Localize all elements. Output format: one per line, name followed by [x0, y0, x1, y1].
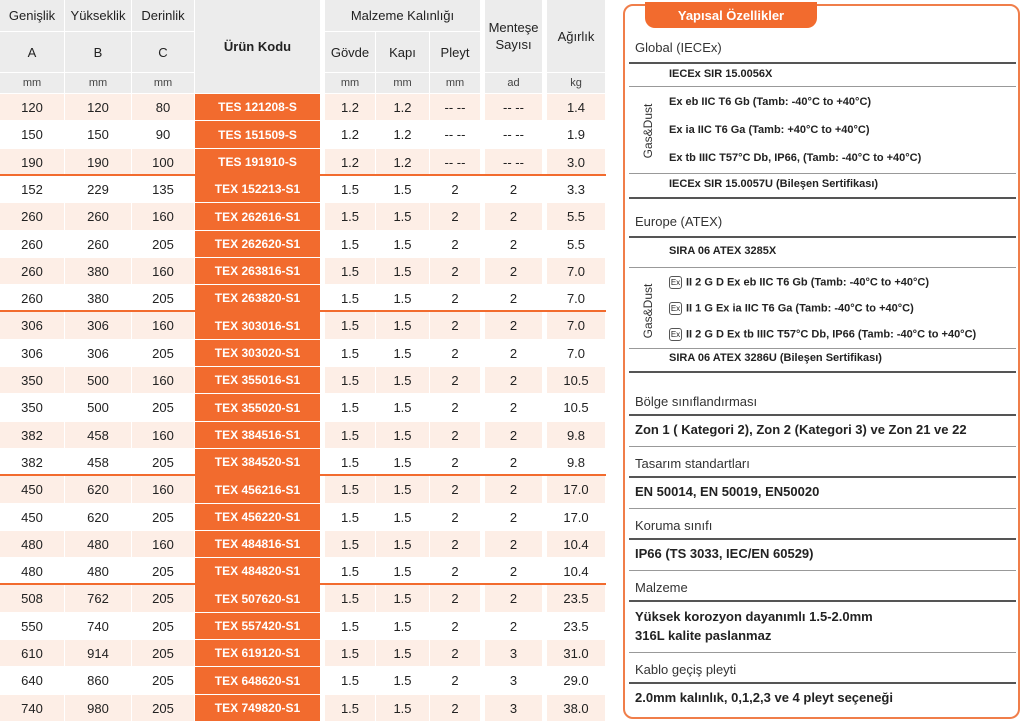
table-cell: 260 — [0, 231, 64, 257]
table-cell: 1.5 — [376, 231, 429, 257]
panel-title: Yapısal Özellikler — [645, 2, 817, 28]
table-cell: 2 — [485, 258, 542, 284]
product-code: TEX 557420-S1 — [195, 613, 320, 639]
header-unit-mm: mm — [376, 73, 429, 93]
product-code: TEX 355016-S1 — [195, 367, 320, 393]
cable-label: Kablo geçiş pleyti — [635, 662, 737, 677]
table-cell: 7.0 — [547, 340, 605, 366]
table-cell: 980 — [65, 695, 131, 721]
table-cell: 10.5 — [547, 367, 605, 393]
divider — [629, 652, 1016, 653]
table-cell: 135 — [132, 176, 194, 202]
table-cell: 1.5 — [376, 558, 429, 584]
zone-value: Zon 1 ( Kategori 2), Zon 2 (Kategori 3) ve Zon 21 ve 22 — [635, 422, 967, 437]
header-c: C — [132, 32, 194, 72]
table-cell: 2 — [430, 640, 480, 666]
table-cell: 1.5 — [376, 504, 429, 530]
product-code: TEX 263820-S1 — [195, 285, 320, 311]
header-unit-kg: kg — [547, 73, 605, 93]
divider — [629, 446, 1016, 447]
header-b: B — [65, 32, 131, 72]
table-cell: 1.5 — [376, 476, 429, 503]
table-cell: 1.5 — [325, 176, 375, 202]
divider — [629, 197, 1016, 199]
table-cell: 1.5 — [325, 340, 375, 366]
table-cell: 260 — [0, 203, 64, 230]
header-material: Malzeme Kalınlığı — [325, 0, 480, 31]
divider — [629, 371, 1016, 373]
table-cell: 10.4 — [547, 531, 605, 557]
table-cell: 160 — [132, 312, 194, 339]
table-cell: 1.5 — [376, 340, 429, 366]
table-cell: 5.5 — [547, 203, 605, 230]
table-cell: 152 — [0, 176, 64, 202]
table-cell: 9.8 — [547, 422, 605, 448]
table-cell: 2 — [430, 695, 480, 721]
table-cell: 306 — [0, 340, 64, 366]
table-cell: 1.5 — [376, 312, 429, 339]
table-cell: 1.2 — [325, 149, 375, 175]
table-cell: 260 — [65, 231, 131, 257]
table-cell: 1.2 — [325, 94, 375, 120]
table-cell: 2 — [430, 613, 480, 639]
table-cell: 2 — [485, 231, 542, 257]
divider — [629, 236, 1016, 238]
header-a: A — [0, 32, 64, 72]
table-cell: 2 — [430, 476, 480, 503]
table-cell: 150 — [65, 121, 131, 148]
table-cell: 2 — [485, 531, 542, 557]
table-cell: 205 — [132, 613, 194, 639]
table-cell: 205 — [132, 285, 194, 311]
table-cell: 1.5 — [325, 476, 375, 503]
atex-line-2: Ex II 1 G Ex ia IIC T6 Ga (Tamb: -40°C to +40°C) — [670, 302, 914, 315]
table-cell: 1.5 — [376, 367, 429, 393]
table-cell: 2 — [430, 531, 480, 557]
table-cell: 1.5 — [376, 285, 429, 311]
table-cell: 160 — [132, 531, 194, 557]
product-code: TEX 648620-S1 — [195, 667, 320, 694]
table-cell: 1.5 — [325, 422, 375, 448]
table-cell: 1.5 — [376, 613, 429, 639]
design-label: Tasarım standartları — [635, 456, 750, 471]
table-cell: 350 — [0, 367, 64, 393]
table-cell: 3.0 — [547, 149, 605, 175]
table-cell: 1.5 — [376, 667, 429, 694]
table-cell: 500 — [65, 367, 131, 393]
divider — [629, 508, 1016, 509]
table-cell: 3 — [485, 667, 542, 694]
table-cell: 306 — [65, 312, 131, 339]
table-cell: 458 — [65, 422, 131, 448]
table-cell: 2 — [485, 312, 542, 339]
table-cell: 306 — [65, 340, 131, 366]
material-value-2: 316L kalite paslanmaz — [635, 628, 772, 643]
table-cell: 2 — [430, 422, 480, 448]
table-cell: 23.5 — [547, 585, 605, 612]
table-cell: 458 — [65, 449, 131, 475]
atex-line-3: Ex II 2 G D Ex tb IIIC T57°C Db, IP66 (Tamb: -40°C to +40°C) — [670, 328, 977, 341]
gasdust-label: Gas&Dust — [641, 103, 655, 159]
table-cell: 382 — [0, 422, 64, 448]
group-separator — [0, 310, 606, 312]
header-unit-ad: ad — [485, 73, 542, 93]
table-cell: 2 — [430, 558, 480, 584]
protection-value: IP66 (TS 3033, IEC/EN 60529) — [635, 546, 814, 561]
ex-mark-icon: Ex — [670, 330, 681, 339]
table-cell: 9.8 — [547, 449, 605, 475]
header-depth: Derinlik — [132, 0, 194, 31]
table-cell: 120 — [0, 94, 64, 120]
table-cell: 1.9 — [547, 121, 605, 148]
table-cell: 1.5 — [376, 203, 429, 230]
header-unit-mm: mm — [132, 73, 194, 93]
table-cell: 350 — [0, 394, 64, 421]
atex-line-1: Ex II 2 G D Ex eb IIC T6 Gb (Tamb: -40°C to +40°C) — [670, 276, 929, 289]
table-cell: 508 — [0, 585, 64, 612]
divider — [629, 570, 1016, 571]
table-cell: 260 — [65, 203, 131, 230]
table-cell: 205 — [132, 394, 194, 421]
table-cell: 31.0 — [547, 640, 605, 666]
header-unit-mm: mm — [0, 73, 64, 93]
product-code: TEX 355020-S1 — [195, 394, 320, 421]
header-door: Kapı — [376, 32, 429, 72]
table-cell: 205 — [132, 231, 194, 257]
table-cell: 1.5 — [325, 367, 375, 393]
group-separator — [0, 474, 606, 476]
product-code: TEX 152213-S1 — [195, 176, 320, 202]
product-code: TEX 384516-S1 — [195, 422, 320, 448]
table-cell: 2 — [485, 558, 542, 584]
product-code: TEX 303020-S1 — [195, 340, 320, 366]
europe-label: Europe (ATEX) — [635, 214, 723, 229]
table-cell: 2 — [485, 476, 542, 503]
table-cell: 860 — [65, 667, 131, 694]
divider — [629, 348, 1016, 349]
header-unit-mm: mm — [325, 73, 375, 93]
zone-label: Bölge sınıflandırması — [635, 394, 758, 409]
table-cell: 1.5 — [325, 258, 375, 284]
table-cell: 2 — [485, 504, 542, 530]
header-width: Genişlik — [0, 0, 64, 31]
header-unit-mm: mm — [65, 73, 131, 93]
table-cell: 480 — [65, 531, 131, 557]
table-cell: 3 — [485, 695, 542, 721]
divider — [629, 173, 1016, 174]
table-cell: 2 — [430, 176, 480, 202]
table-cell: 1.5 — [376, 585, 429, 612]
table-cell: 1.5 — [325, 203, 375, 230]
gasdust-label-atex: Gas&Dust — [641, 283, 655, 339]
table-cell: 1.2 — [325, 121, 375, 148]
design-value: EN 50014, EN 50019, EN50020 — [635, 484, 820, 499]
ex-mark-icon: Ex — [670, 278, 681, 287]
ex-mark-icon: Ex — [670, 304, 681, 313]
table-cell: 160 — [132, 422, 194, 448]
table-cell: 2 — [485, 285, 542, 311]
table-cell: 2 — [430, 585, 480, 612]
product-code: TEX 456220-S1 — [195, 504, 320, 530]
table-cell: 480 — [0, 558, 64, 584]
table-cell: 1.2 — [376, 149, 429, 175]
table-cell: 160 — [132, 476, 194, 503]
table-cell: 205 — [132, 504, 194, 530]
atex-cert: SIRA 06 ATEX 3285X — [669, 245, 777, 257]
global-label: Global (IECEx) — [635, 40, 722, 55]
table-cell: 450 — [0, 504, 64, 530]
table-cell: 3.3 — [547, 176, 605, 202]
table-cell: 450 — [0, 476, 64, 503]
table-cell: 160 — [132, 367, 194, 393]
product-code: TEX 303016-S1 — [195, 312, 320, 339]
table-cell: 120 — [65, 94, 131, 120]
table-cell: 1.5 — [325, 695, 375, 721]
table-cell: 1.5 — [325, 613, 375, 639]
divider — [629, 476, 1016, 478]
table-cell: 29.0 — [547, 667, 605, 694]
product-code: TEX 484816-S1 — [195, 531, 320, 557]
table-cell: 2 — [485, 367, 542, 393]
table-cell: 1.5 — [376, 176, 429, 202]
table-cell: 2 — [485, 176, 542, 202]
table-cell: 2 — [430, 449, 480, 475]
table-cell: 380 — [65, 285, 131, 311]
table-cell: 2 — [430, 340, 480, 366]
table-cell: 150 — [0, 121, 64, 148]
table-cell: 260 — [0, 285, 64, 311]
table-cell: -- -- — [430, 94, 480, 120]
header-weight: Ağırlık — [547, 0, 605, 72]
table-cell: 480 — [65, 558, 131, 584]
product-code: TEX 263816-S1 — [195, 258, 320, 284]
table-cell: 762 — [65, 585, 131, 612]
table-cell: 380 — [65, 258, 131, 284]
table-cell: 740 — [65, 613, 131, 639]
table-cell: 1.2 — [376, 94, 429, 120]
table-cell: 2 — [485, 422, 542, 448]
table-cell: 100 — [132, 149, 194, 175]
table-cell: 640 — [0, 667, 64, 694]
group-separator — [0, 174, 606, 176]
table-cell: 1.5 — [325, 394, 375, 421]
iecex-line-3: Ex tb IIIC T57°C Db, IP66, (Tamb: -40°C to +40°C) — [669, 152, 922, 164]
product-code: TEX 749820-S1 — [195, 695, 320, 721]
table-cell: 2 — [430, 312, 480, 339]
table-cell: 23.5 — [547, 613, 605, 639]
group-separator — [0, 583, 606, 585]
product-code: TEX 507620-S1 — [195, 585, 320, 612]
product-code: TEX 262620-S1 — [195, 231, 320, 257]
table-cell: 1.5 — [376, 695, 429, 721]
table-cell: 550 — [0, 613, 64, 639]
table-cell: 2 — [430, 504, 480, 530]
table-cell: 90 — [132, 121, 194, 148]
table-cell: 1.5 — [325, 585, 375, 612]
iecex-line-2: Ex ia IIC T6 Ga (Tamb: +40°C to +40°C) — [669, 124, 870, 136]
table-cell: -- -- — [485, 121, 542, 148]
table-cell: 1.5 — [376, 422, 429, 448]
divider — [629, 62, 1016, 64]
header-hinge: Menteşe Sayısı — [485, 0, 542, 72]
table-cell: 80 — [132, 94, 194, 120]
table-cell: 160 — [132, 203, 194, 230]
material-value-1: Yüksek korozyon dayanımlı 1.5-2.0mm — [635, 609, 873, 624]
table-cell: 914 — [65, 640, 131, 666]
table-cell: 205 — [132, 585, 194, 612]
header-plate: Pleyt — [430, 32, 480, 72]
table-cell: 1.5 — [376, 394, 429, 421]
product-code: TES 191910-S — [195, 149, 320, 175]
table-cell: 1.5 — [376, 258, 429, 284]
divider — [629, 682, 1016, 684]
header-height: Yükseklik — [65, 0, 131, 31]
table-cell: 2 — [485, 585, 542, 612]
table-cell: 2 — [485, 449, 542, 475]
table-cell: 205 — [132, 695, 194, 721]
table-cell: 1.5 — [325, 449, 375, 475]
iecex-line-1: Ex eb IIC T6 Gb (Tamb: -40°C to +40°C) — [669, 96, 872, 108]
table-cell: 1.5 — [325, 231, 375, 257]
table-cell: 382 — [0, 449, 64, 475]
table-cell: 500 — [65, 394, 131, 421]
table-cell: 306 — [0, 312, 64, 339]
table-cell: 1.4 — [547, 94, 605, 120]
protection-label: Koruma sınıfı — [635, 518, 713, 533]
table-cell: 2 — [430, 231, 480, 257]
table-cell: 17.0 — [547, 476, 605, 503]
table-cell: 205 — [132, 340, 194, 366]
table-cell: 260 — [0, 258, 64, 284]
table-cell: 620 — [65, 504, 131, 530]
table-cell: 1.5 — [325, 312, 375, 339]
table-cell: 1.5 — [325, 504, 375, 530]
table-cell: 2 — [430, 258, 480, 284]
table-cell: -- -- — [430, 121, 480, 148]
table-cell: 2 — [485, 203, 542, 230]
table-cell: 160 — [132, 258, 194, 284]
header-unit-mm: mm — [430, 73, 480, 93]
table-cell: 38.0 — [547, 695, 605, 721]
header-body: Gövde — [325, 32, 375, 72]
table-cell: 7.0 — [547, 312, 605, 339]
table-cell: 2 — [430, 394, 480, 421]
table-cell: 2 — [485, 613, 542, 639]
divider — [629, 600, 1016, 602]
table-cell: 1.5 — [325, 667, 375, 694]
table-cell: 205 — [132, 558, 194, 584]
table-cell: -- -- — [430, 149, 480, 175]
material-label: Malzeme — [635, 580, 688, 595]
product-code: TEX 619120-S1 — [195, 640, 320, 666]
table-cell: 480 — [0, 531, 64, 557]
table-cell: 2 — [430, 667, 480, 694]
product-code: TES 151509-S — [195, 121, 320, 148]
divider — [629, 267, 1016, 268]
table-cell: 17.0 — [547, 504, 605, 530]
divider — [629, 86, 1016, 87]
table-cell: -- -- — [485, 94, 542, 120]
table-cell: 1.5 — [376, 640, 429, 666]
table-cell: 2 — [430, 285, 480, 311]
table-cell: 190 — [65, 149, 131, 175]
table-cell: 1.5 — [325, 531, 375, 557]
product-code: TEX 384520-S1 — [195, 449, 320, 475]
table-cell: 1.5 — [325, 285, 375, 311]
table-cell: 10.4 — [547, 558, 605, 584]
cable-value: 2.0mm kalınlık, 0,1,2,3 ve 4 pleyt seçeneği — [635, 690, 893, 705]
header-code: Ürün Kodu — [195, 0, 320, 93]
table-cell: 5.5 — [547, 231, 605, 257]
table-cell: 1.5 — [325, 558, 375, 584]
product-code: TES 121208-S — [195, 94, 320, 120]
structural-features-panel — [623, 4, 1020, 719]
table-cell: 7.0 — [547, 258, 605, 284]
table-cell: 1.5 — [376, 531, 429, 557]
table-cell: 1.2 — [376, 121, 429, 148]
table-cell: 1.5 — [325, 640, 375, 666]
table-cell: 7.0 — [547, 285, 605, 311]
table-cell: 2 — [485, 340, 542, 366]
table-cell: 10.5 — [547, 394, 605, 421]
iecex-component: IECEx SIR 15.0057U (Bileşen Sertifikası) — [669, 178, 879, 190]
product-code: TEX 262616-S1 — [195, 203, 320, 230]
product-code: TEX 484820-S1 — [195, 558, 320, 584]
table-cell: 2 — [485, 394, 542, 421]
table-cell: 205 — [132, 640, 194, 666]
divider — [629, 414, 1016, 416]
divider — [629, 538, 1016, 540]
table-cell: 190 — [0, 149, 64, 175]
table-cell: 610 — [0, 640, 64, 666]
table-cell: 2 — [430, 203, 480, 230]
table-cell: 620 — [65, 476, 131, 503]
table-cell: 229 — [65, 176, 131, 202]
table-cell: 205 — [132, 667, 194, 694]
table-cell: 1.5 — [376, 449, 429, 475]
product-code: TEX 456216-S1 — [195, 476, 320, 503]
table-cell: 205 — [132, 449, 194, 475]
table-cell: 2 — [430, 367, 480, 393]
atex-component: SIRA 06 ATEX 3286U (Bileşen Sertifikası) — [669, 352, 882, 364]
iecex-cert: IECEx SIR 15.0056X — [669, 68, 773, 80]
table-cell: 740 — [0, 695, 64, 721]
table-cell: 3 — [485, 640, 542, 666]
table-cell: -- -- — [485, 149, 542, 175]
